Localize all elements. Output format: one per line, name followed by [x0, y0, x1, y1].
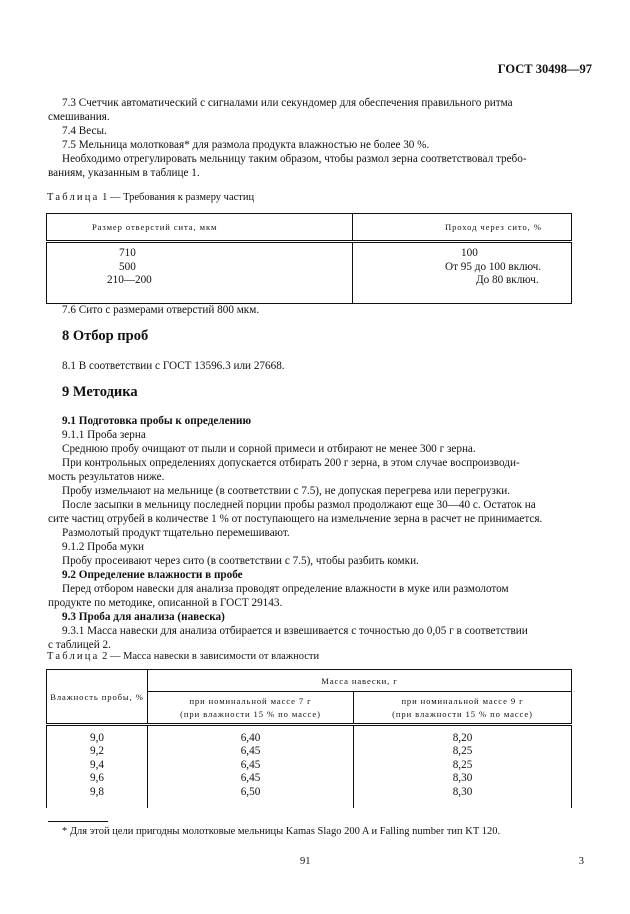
paragraph-9-1-1: 9.1.1 Проба зерна — [62, 429, 146, 441]
table2-cell: 8,25 — [452, 758, 473, 771]
paragraph-9-1-2-a: Пробу просеивают через сито (в соответствии с 7.5), чтобы разбить комки. — [62, 555, 419, 567]
paragraph-7-5-note: Необходимо отрегулировать мельницу таким образом, чтобы размол зерна соответствовал требо- — [62, 153, 527, 165]
table2-cell: 8,30 — [452, 785, 473, 798]
table1-header-passage: Проход через сито, % — [353, 214, 572, 242]
subsection-heading-9-2: 9.2 Определение влажности в пробе — [62, 569, 243, 581]
paragraph-9-1-2: 9.1.2 Проба муки — [62, 541, 144, 553]
table1-cell: 210—200 — [107, 274, 152, 286]
table2-cell: 9,4 — [90, 758, 104, 771]
table2-col-mass-9g — [354, 725, 572, 809]
paragraph-9-2-a-cont: продукте по методике, описанной в ГОСТ 29143. — [48, 597, 283, 609]
table2-cell: 8,25 — [452, 745, 473, 758]
paragraph-9-1-1-a: Среднюю пробу очищают от пыли и сорной примеси и отбирают не менее 300 г зерна. — [62, 443, 476, 455]
paragraph-9-1-1-e: Размолотый продукт тщательно перемешивают. — [62, 527, 290, 539]
table2-subheader-9g: при номинальной массе 9 г (при влажности 15 % по массе) — [354, 692, 572, 725]
table2-sample-mass — [46, 669, 572, 808]
paragraph-9-3-1: 9.3.1 Масса навески для анализа отбирается и взвешивается с точностью до 0,05 г в соответствии — [62, 625, 528, 637]
table1-col-sieve-size — [47, 242, 353, 304]
paragraph-9-1-1-d-cont: сите частиц отрубей в количестве 1 % от поступающего на измельчение зерна в расчет не принимается. — [48, 513, 543, 525]
table2-caption-label: Таблица — [47, 651, 100, 662]
subsection-heading-9-3: 9.3 Проба для анализа (навеска) — [62, 611, 225, 623]
table2-cell: 9,2 — [90, 745, 104, 758]
table2-header-moisture: Влажность пробы, % — [47, 670, 148, 725]
table2-caption-text: 2 — Масса навески в зависимости от влажности — [99, 651, 320, 662]
table2-cell: 6,45 — [240, 745, 261, 758]
table1-cell: От 95 до 100 включ. — [445, 260, 542, 273]
paragraph-9-1-1-b-cont: мость результатов ниже. — [48, 471, 165, 483]
table2-caption — [47, 651, 319, 662]
paragraph-7-6: 7.6 Сито с размерами отверстий 800 мкм. — [62, 304, 260, 316]
table1-caption-label: Таблица — [47, 192, 100, 203]
table1-cell: До 80 включ. — [476, 274, 539, 286]
table2-cell: 6,40 — [240, 732, 261, 744]
table1-col-passage — [353, 242, 572, 304]
footnote-divider — [48, 821, 108, 822]
paragraph-9-2-a: Перед отбором навески для анализа проводят определение влажности в муке или размолотом — [62, 583, 509, 595]
table2-cell: 9,0 — [90, 732, 104, 744]
table1-particle-size — [46, 213, 572, 304]
paragraph-9-1-1-c: Пробу измельчают на мельнице (в соответствии с 7.5), не допуская перегрева или перегрузки. — [62, 485, 511, 497]
table1-cell: 710 — [119, 247, 136, 259]
subsection-heading-9-1: 9.1 Подготовка пробы к определению — [62, 415, 252, 427]
table1-cell: 500 — [119, 260, 136, 273]
table2-col-moisture — [47, 725, 148, 809]
table2-cell: 6,45 — [240, 772, 261, 785]
document-standard-header: ГОСТ 30498—97 — [497, 62, 592, 76]
table2-cell: 8,20 — [452, 732, 473, 744]
paragraph-7-3-cont: смешивания. — [48, 111, 110, 123]
section-heading-9: 9 Методика — [62, 384, 138, 400]
table1-header-sieve-size: Размер отверстий сита, мкм — [47, 214, 353, 242]
paragraph-7-3: 7.3 Счетчик автоматический с сигналами или секундомер для обеспечения правильного ритма — [62, 97, 513, 109]
table2-cell: 9,8 — [90, 785, 104, 798]
table2-cell: 9,6 — [90, 772, 104, 785]
table2-cell: 8,30 — [452, 772, 473, 785]
footnote: * Для этой цели пригодны молотковые мельницы Kamas Slago 200 A и Falling number тип KT 120. — [62, 826, 501, 837]
paragraph-9-1-1-b: При контрольных определениях допускается отбирать 200 г зерна, в этом случае воспроизводи- — [62, 457, 520, 469]
paragraph-9-3-1-cont: с таблицей 2. — [48, 639, 111, 651]
table2-cell: 6,45 — [240, 758, 261, 771]
page-number: 91 — [300, 856, 311, 867]
table2-subheader-7g: при номинальной массе 7 г (при влажности 15 % по массе) — [148, 692, 354, 725]
paragraph-7-5: 7.5 Мельница молотковая* для размола продукта влажностью не более 30 %. — [62, 139, 430, 151]
section-heading-8: 8 Отбор проб — [62, 328, 149, 344]
table2-header-mass: Масса навески, г — [148, 670, 572, 692]
table1-caption-text: 1 — Требования к размеру частиц — [99, 192, 255, 203]
table2-cell: 6,50 — [240, 785, 261, 798]
table1-cell: 100 — [461, 247, 478, 259]
paragraph-7-4: 7.4 Весы. — [62, 125, 107, 137]
paragraph-9-1-1-d: После засыпки в мельницу последней порции пробы размол продолжают еще 30—40 с. Остаток на — [62, 499, 536, 511]
sheet-number: 3 — [578, 856, 584, 867]
table1-caption — [47, 192, 254, 203]
table2-col-mass-7g — [148, 725, 354, 809]
paragraph-8-1: 8.1 В соответствии с ГОСТ 13596.3 или 27668. — [62, 360, 285, 372]
paragraph-7-5-note-cont: ваниям, указанным в таблице 1. — [48, 167, 200, 179]
